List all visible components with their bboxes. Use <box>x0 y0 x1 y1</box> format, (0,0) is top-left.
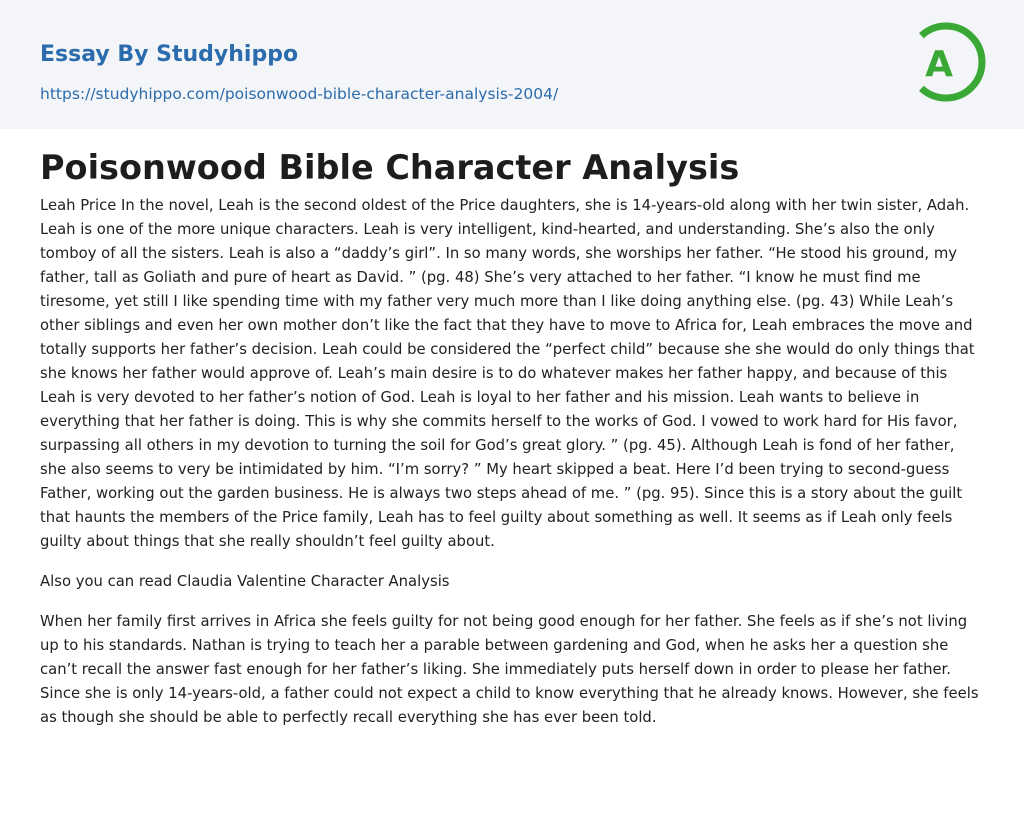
page-title: Poisonwood Bible Character Analysis <box>40 148 740 187</box>
logo-letter: A <box>925 44 953 85</box>
studyhippo-a-logo-icon[interactable] <box>910 17 988 107</box>
brand-title[interactable]: Essay By Studyhippo <box>40 42 299 67</box>
article-url-link[interactable]: https://studyhippo.com/poisonwood-bible-character-analysis-2004/ <box>40 85 559 103</box>
site-header <box>0 0 1024 129</box>
related-essay-link[interactable]: Also you can read Claudia Valentine Character Analysis <box>40 573 450 590</box>
article-paragraph-2: When her family first arrives in Africa she feels guilty for not being good enough for her father. She feels as if she’s not living up to his standards. Nathan is trying to teach her a parable between gardening and God, when he asks her a question she can’t recall the answer fast enough for her father’s liking. She immediately puts herself down in order to please her father. Since she is only 14-years-old, a father could not expect a child to know everything that he already knows. However, she feels as though she should be able to perfectly recall everything she has ever been told. <box>40 613 979 726</box>
article-paragraph-1: Leah Price In the novel, Leah is the second oldest of the Price daughters, she is 14-years-old along with her twin sister, Adah. Leah is one of the more unique characters. Leah is very intelligent, kind-hearted, and understanding. She’s also the only tomboy of all the sisters. Leah is also a “daddy’s girl”. In so many words, she worships her father. “He stood his ground, my father, tall as Goliath and pure of heart as David. ” (pg. 48) She’s very attached to her father. “I know he must find me tiresome, yet still I like spending time with my father very much more than I like doing anything else. (pg. 43) While Leah’s other siblings and even her own mother don’t like the fact that they have to move to Africa for, Leah embraces the move and totally supports her father’s decision. Leah could be considered the “perfect child” because she she would do only things that she knows her father would approve of. Leah’s main desire is to do whatever makes her father happy, and because of this Leah is very devoted to her father’s notion of God. Leah is loyal to her father and his mission. Leah wants to believe in everything that her father is doing. This is why she commits herself to the works of God. I vowed to work hard for His favor, surpassing all others in my devotion to turning the soil for God’s great glory. ” (pg. 45). Although Leah is fond of her father, she also seems to very be intimidated by him. “I’m sorry? ” My heart skipped a beat. Here I’d been trying to second-guess Father, working out the garden business. He is always two steps ahead of me. ” (pg. 95). Since this is a story about the guilt that haunts the members of the Price family, Leah has to feel guilty about something as well. It seems as if Leah only feels guilty about things that she really shouldn’t feel guilty about. <box>40 197 975 550</box>
article-body <box>40 194 984 746</box>
